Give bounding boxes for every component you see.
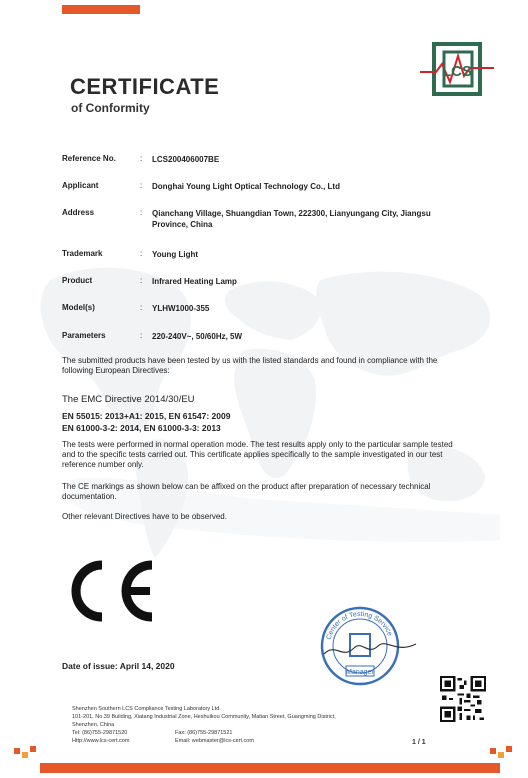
stamp-role: Manager — [346, 669, 374, 676]
corner-square — [22, 752, 28, 758]
footer-lab-name: Shenzhen Southern LCS Compliance Testing Laboratory Ltd. — [72, 706, 221, 712]
stamp-ring-text: Center of Testing Service — [325, 610, 394, 641]
standards-line-2: EN 61000-3-2: 2014, EN 61000-3-3: 2013 — [62, 423, 221, 433]
field-label: Applicant — [62, 181, 99, 190]
field-value: 220-240V~, 50/60Hz, 5W — [152, 332, 243, 341]
field-value: LCS200406007BE — [152, 155, 220, 164]
ce-mark-icon — [64, 557, 158, 625]
qr-code — [440, 676, 486, 722]
field-value: YLHW1000-355 — [152, 304, 210, 313]
page-subtitle: of Conformity — [71, 101, 150, 115]
lcs-logo — [418, 38, 496, 100]
field-value: Infrared Heating Lamp — [152, 277, 237, 286]
corner-square — [30, 746, 36, 752]
field-label: Model(s) — [62, 303, 95, 312]
logo-text: LCS — [442, 63, 472, 80]
corner-square — [498, 752, 504, 758]
field-colon: : — [140, 276, 143, 285]
field-colon: : — [140, 249, 143, 258]
testing-stamp — [316, 604, 422, 688]
ce-paragraph: The CE markings as shown below can be affixed on the product after preparation of necessary technical documentation. — [62, 482, 431, 501]
footer-email: Email: webmaster@lcs-cert.com — [175, 738, 254, 744]
field-value: Donghai Young Light Optical Technology Co., Ltd — [152, 182, 340, 191]
footer-address-2: Shenzhen, China — [72, 722, 115, 728]
corner-square — [14, 748, 20, 754]
tests-paragraph: The tests were performed in normal operation mode. The test results apply only to the particular sample tested and to the specific tests carried out. This certificate applies specifically to the sample investigated in our test reference number only. — [62, 440, 453, 469]
field-colon: : — [140, 208, 143, 217]
field-value: Qianchang Village, Shuangdian Town, 222300, Lianyungang City, Jiangsu Province, China — [152, 209, 431, 229]
field-colon: : — [140, 181, 143, 190]
field-label: Product — [62, 276, 93, 285]
footer-tel: Tel: (86)755-29871520 — [72, 730, 128, 736]
corner-square — [490, 748, 496, 754]
field-label: Reference No. — [62, 154, 116, 163]
page-title: CERTIFICATE — [70, 74, 220, 99]
page-number: 1 / 1 — [412, 739, 426, 746]
corner-square — [506, 746, 512, 752]
field-label: Parameters — [62, 331, 106, 340]
field-colon: : — [140, 331, 143, 340]
top-accent-bar — [62, 5, 140, 14]
footer-fax: Fax: (86)755-29871521 — [175, 730, 233, 736]
directive-title: The EMC Directive 2014/30/EU — [62, 394, 195, 405]
field-value: Young Light — [152, 250, 199, 259]
bottom-accent-bar — [40, 763, 500, 773]
field-label: Trademark — [62, 249, 103, 258]
field-colon: : — [140, 154, 143, 163]
footer-web: Http://www.lcs-cert.com — [72, 738, 130, 744]
field-label: Address — [62, 208, 95, 217]
footer-address-1: 101-201, No.39 Building, Xiatang Industrial Zone, Heshuikou Community, Matian Street, Guangming District, — [72, 714, 336, 720]
other-directives-note: Other relevant Directives have to be observed. — [62, 512, 227, 521]
issue-date: Date of issue: April 14, 2020 — [62, 661, 175, 671]
intro-paragraph: The submitted products have been tested by us with the listed standards and found in compliance with the following European Directives: — [62, 356, 438, 375]
field-colon: : — [140, 303, 143, 312]
standards-line-1: EN 55015: 2013+A1: 2015, EN 61547: 2009 — [62, 411, 231, 421]
